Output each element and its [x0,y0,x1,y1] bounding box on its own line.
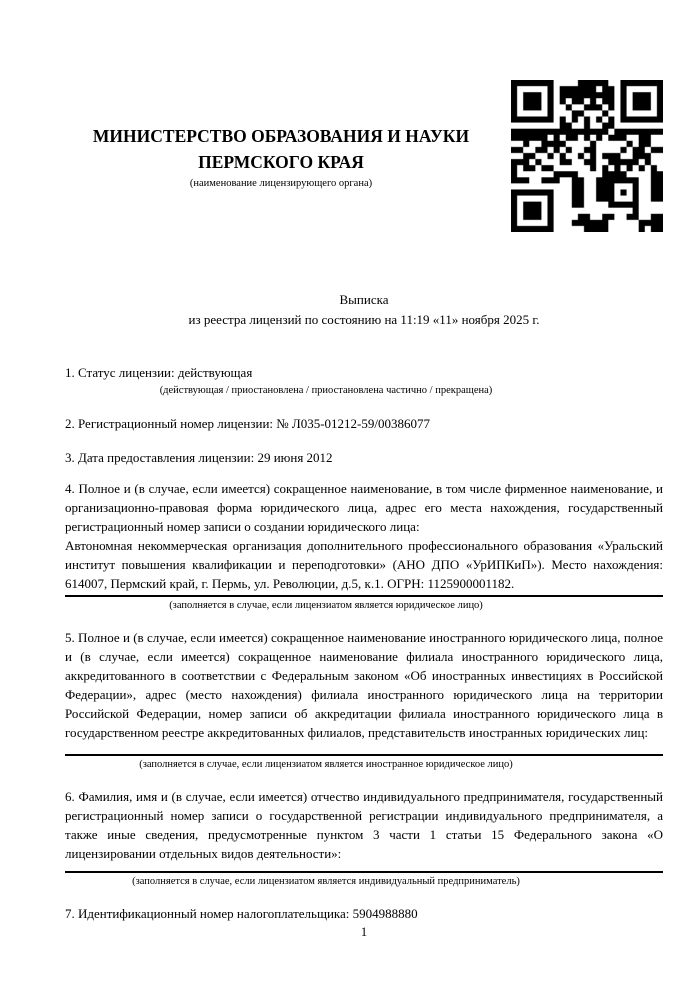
individual-entrepreneur-rule [65,871,663,873]
taxpayer-number-text: 7. Идентификационный номер налогоплательщика: 5904988880 [65,906,418,922]
item-foreign-entity [65,628,663,772]
registration-number-text: 2. Регистрационный номер лицензии: № Л035-01212-59/00386077 [65,415,431,431]
license-date-text: 3. Дата предоставления лицензии: 29 июня 2012 [65,449,333,465]
item-registration-number [65,414,663,433]
legal-entity-rule [65,595,663,597]
item-taxpayer-number [65,904,663,923]
page-number: 1 [360,925,368,939]
document-title: Выписка [339,292,389,307]
individual-entrepreneur-heading: 6. Фамилия, имя и (в случае, если имеется) отчество индивидуального предпринимателя, государственный регистрационный номер записи о государственной регистрации индивидуального предпринимателя, а также иные сведения, предусмотренные пунктом 3 части 1 статьи 15 Федерального закона «О лицензировании отдельных видов деятельности»: [65,788,663,861]
foreign-entity-rule [65,754,663,756]
legal-entity-heading: 4. Полное и (в случае, если имеется) сокращенное наименование, в том числе фирменное наименование, и организационно-правовая форма юридического лица, адрес его места нахождения, государственный регистрационный номер записи о создании юридического лица: [65,480,663,534]
legal-entity-value: Автономная некоммерческая организация дополнительного профессионального образования «Уральский институт повышения квалификации и переподготовки» (АНО ДПО «УрИПКиП»). Место нахождения: 614007, Пермский край, г. Пермь, ул. Революции, д.5, к.1. ОГРН: 1125900001182. [65,537,663,591]
document-subtitle: из реестра лицензий по состоянию на 11:19 «11» ноября 2025 г. [188,312,540,328]
document-header [65,80,663,232]
item-license-date [65,448,663,467]
foreign-entity-heading: 5. Полное и (в случае, если имеется) сокращенное наименование иностранного юридического лица, полное и (в случае, если имеется) сокращенное наименование филиала иностранного юридического лица, аккредитованного в соответствии с Федеральным законом «Об иностранных инвестициях в Российской Федерации», адрес (место нахождения) филиала иностранного юридического лица на территории Российской Федерации, номер записи об аккредитации филиала иностранного юридического лица в государственном реестре аккредитованных филиалов, представительств иностранных юридических лиц: [65,629,663,740]
license-status-caption: (действующая / приостановлена / приостановлена частично / прекращена) [159,385,493,397]
qr-code [511,80,663,232]
item-individual-entrepreneur [65,787,663,889]
ministry-caption: (наименование лицензирующего органа) [189,178,373,190]
licensing-authority-block [65,123,497,190]
ministry-name-line2: ПЕРМСКОГО КРАЯ [198,152,364,172]
license-status-text: 1. Статус лицензии: действующая [65,365,253,381]
foreign-entity-caption: (заполняется в случае, если лицензиатом является иностранное юридическое лицо) [139,758,513,770]
item-license-status [65,363,663,398]
ministry-name-line1: МИНИСТЕРСТВО ОБРАЗОВАНИЯ И НАУКИ [92,125,470,146]
individual-entrepreneur-caption: (заполняется в случае, если лицензиатом является индивидуальный предприниматель) [132,875,520,887]
document-title-block [65,290,663,330]
legal-entity-caption: (заполняется в случае, если лицензиатом является юридическое лицо) [169,599,483,611]
item-legal-entity [65,479,663,613]
